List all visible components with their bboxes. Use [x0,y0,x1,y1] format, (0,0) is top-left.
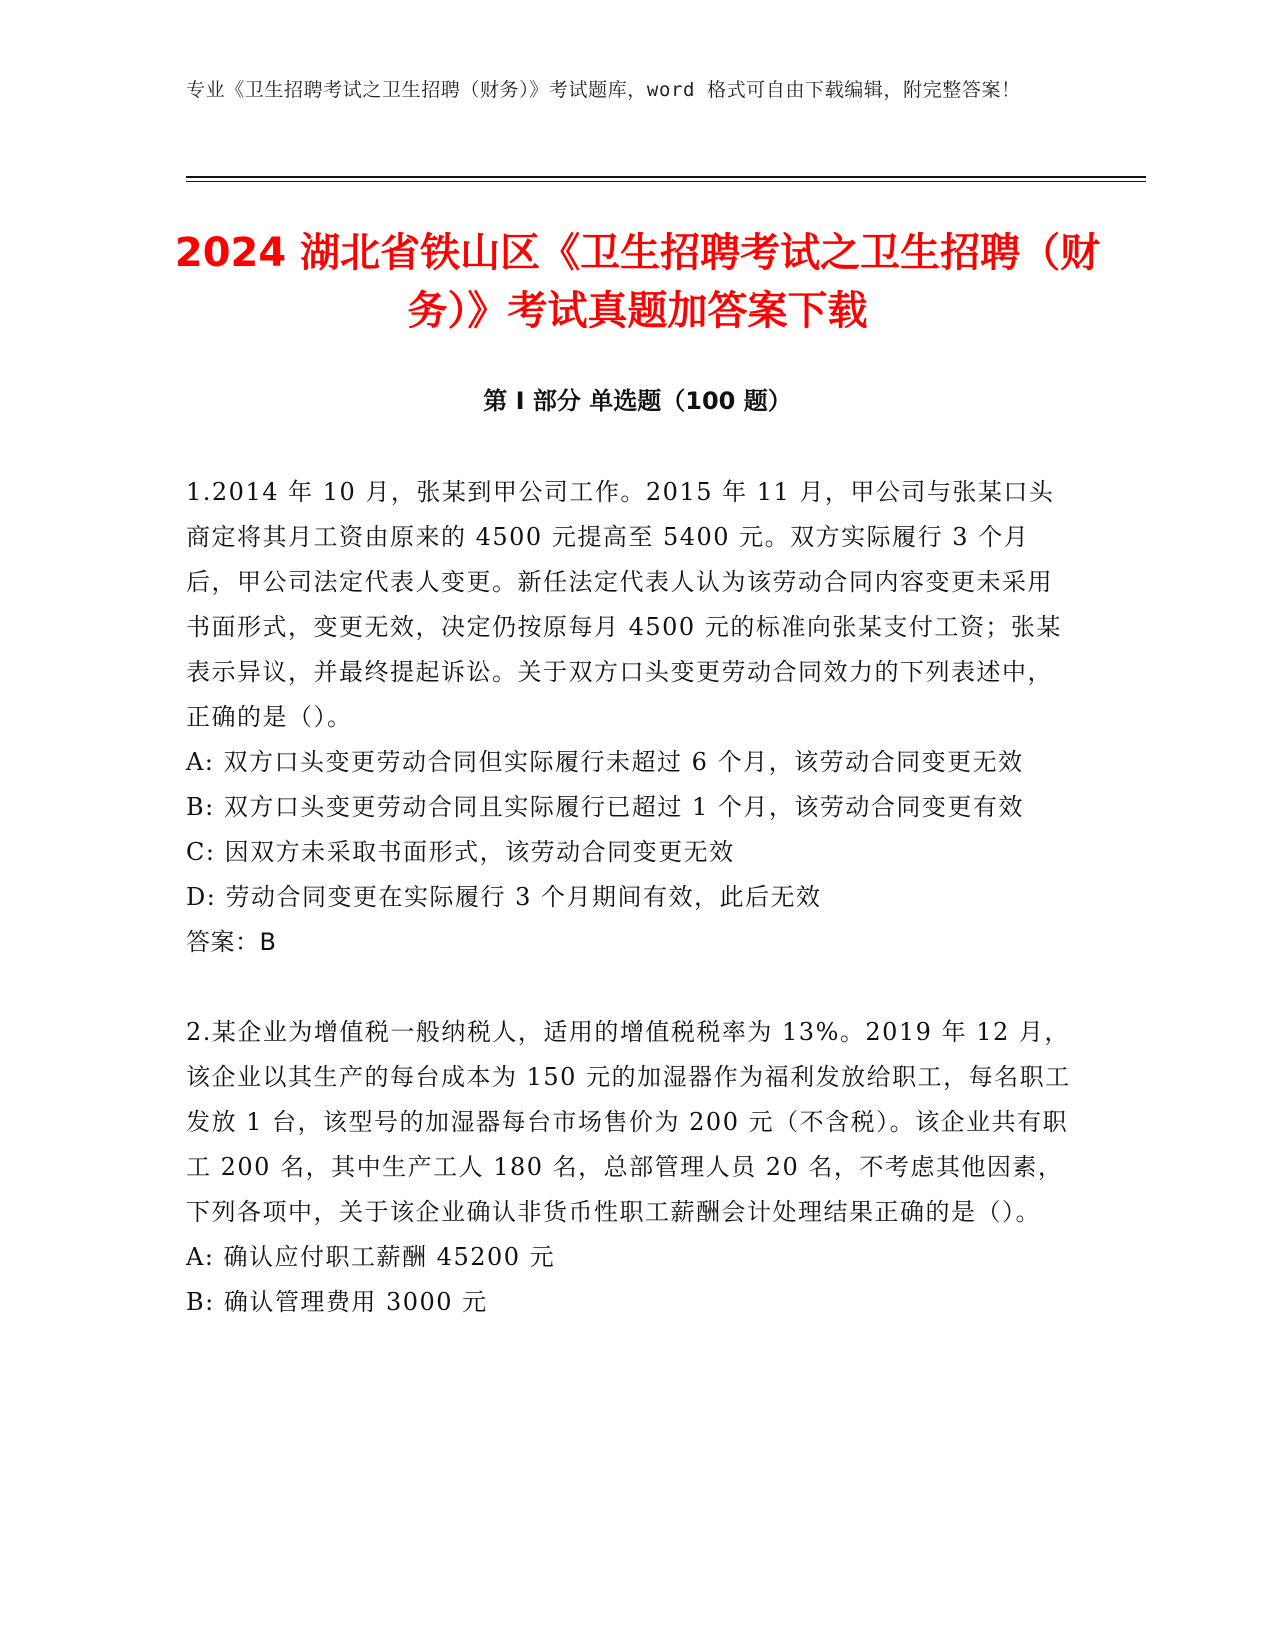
question-stem: 1.2014 年 10 月，张某到甲公司工作。2015 年 11 月，甲公司与张某口头商定将其月工资由原来的 4500 元提高至 5400 元。双方实际履行 3 个月后，甲公司法定代表人变更。新任法定代表人认为该劳动合同内容变更未采用书面形式，变更无效，决定仍按原每月 4500 元的标准向张某支付工资；张某表示异议，并最终提起诉讼。关于双方口头变更劳动合同效力的下列表述中，正确的是（）。 [186,478,1062,731]
header-rule-thin [186,181,1146,182]
question-1 [186,470,1071,965]
option-b: B: 双方口头变更劳动合同且实际履行已超过 1 个月，该劳动合同变更有效 [186,793,1024,821]
option-a: A: 双方口头变更劳动合同但实际履行未超过 6 个月，该劳动合同变更无效 [186,748,1024,776]
question-list [186,470,1071,1370]
header-rule-thick [186,176,1146,178]
question-stem: 2.某企业为增值税一般纳税人，适用的增值税税率为 13%。2019 年 12 月，该企业以其生产的每台成本为 150 元的加湿器作为福利发放给职工，每名职工发放 1 台，该型号的加湿器每台市场售价为 200 元（不含税）。该企业共有职工 200 名，其中生产工人 180 名，总部管理人员 20 名，不考虑其他因素，下列各项中，关于该企业确认非货币性职工薪酬会计处理结果正确的是（）。 [186,1018,1071,1226]
option-c: C: 因双方未采取书面形式，该劳动合同变更无效 [186,838,735,866]
question-2 [186,1010,1071,1325]
option-b: B: 确认管理费用 3000 元 [186,1288,488,1316]
answer: 答案：B [186,928,277,956]
header-note: 专业《卫生招聘考试之卫生招聘（财务）》考试题库，word 格式可自由下载编辑，附完整答案！ [186,79,1021,101]
section-heading: 第 I 部分 单选题（100 题） [483,387,792,415]
option-a: A: 确认应付职工薪酬 45200 元 [186,1243,556,1271]
option-d: D: 劳动合同变更在实际履行 3 个月期间有效，此后无效 [186,883,822,911]
document-title: 2024 湖北省铁山区《卫生招聘考试之卫生招聘（财务）》考试真题加答案下载 [174,230,1101,334]
